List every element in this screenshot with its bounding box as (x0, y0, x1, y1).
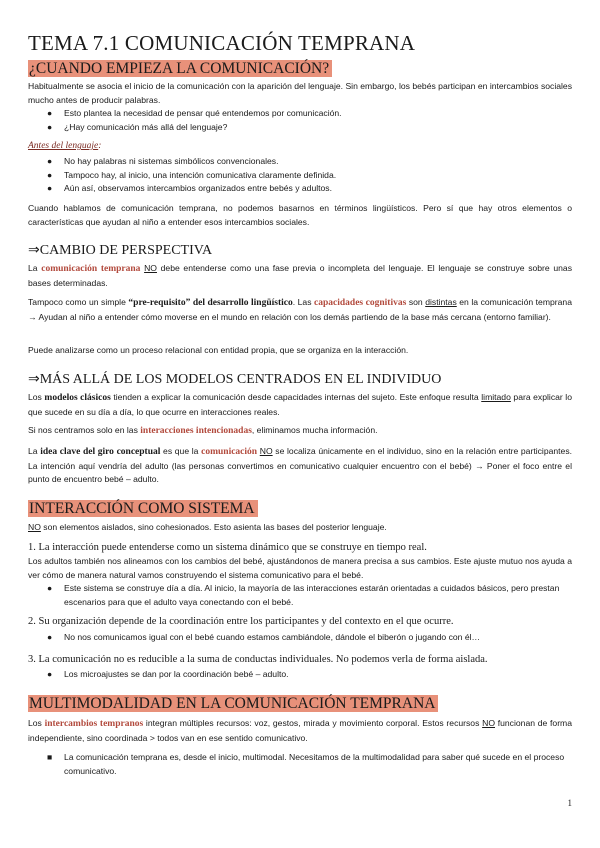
bullet-icon: ● (47, 632, 53, 642)
list-item: ● Los microajustes se dan por la coordinación bebé – adulto. (44, 668, 572, 682)
list-item: ● Esto plantea la necesidad de pensar qué entendemos por comunicación. (44, 107, 572, 121)
page-title: TEMA 7.1 COMUNICACIÓN TEMPRANA (28, 31, 416, 55)
bullet-list (44, 668, 572, 682)
list-item: ● No nos comunicamos igual con el bebé cuando estamos cambiándole, dándole el biberón o jugando con él… (44, 631, 572, 645)
bullet-list (44, 107, 572, 134)
bullet-icon: ● (47, 669, 53, 679)
bullet-list (44, 631, 572, 645)
numbered-point-1: 1. La interacción puede entenderse como un sistema dinámico que se construye en tiempo real. (28, 542, 427, 553)
bullet-icon: ● (47, 169, 53, 180)
paragraph: La comunicación temprana NO debe entenderse como una fase previa o incompleta del lenguaje. El lenguaje se construye sobre unas bases determinadas. (28, 263, 572, 288)
paragraph: Puede analizarse como un proceso relacional con entidad propia, que se organiza en la interacción. (28, 345, 409, 355)
section-heading-multimodalidad: MULTIMODALIDAD EN LA COMUNICACIÓN TEMPRANA (28, 695, 438, 713)
paragraph: Los adultos también nos alineamos con los cambios del bebé, ajustándonos de manera precisa a sus cambios. Este ajuste mutuo nos ayuda a ver cómo de manera natural vamos construyendo el sistema comunicativo para el bebé. (28, 556, 572, 580)
bullet-list (44, 751, 572, 778)
paragraph: Cuando hablamos de comunicación temprana, no podemos basarnos en términos lingüísticos. Pero sí que hay otros elementos o características que ayudan al niño a entender esos intercambios sociales. (28, 203, 572, 227)
paragraph: La idea clave del giro conceptual es que la comunicación NO se localiza únicamente en el individuo, sino en la relación entre participantes. La intención aquí vendría del adulto (las personas convertimos en comunicativo cualquier encuentro con el bebé) → Poner el foco entre el punto de encuentro bebé – adulto. (28, 446, 573, 484)
numbered-point-2: 2. Su organización depende de la coordinación entre los participantes y del contexto en el que ocurre. (28, 616, 454, 627)
paragraph: Habitualmente se asocia el inicio de la comunicación con la aparición del lenguaje. Sin embargo, los bebés participan en intercambios sociales mucho antes de producir palabras. (28, 81, 572, 105)
bullet-list (44, 155, 572, 196)
list-item: ● ¿Hay comunicación más allá del lenguaje? (44, 121, 572, 135)
list-item: ● Tampoco hay, al inicio, una intención comunicativa claramente definida. (44, 169, 572, 183)
bullet-icon: ● (47, 583, 53, 593)
numbered-point-3: 3. La comunicación no es reducible a la suma de conductas individuales. No podemos verla de forma aislada. (28, 654, 488, 665)
section-heading-inicio-comunicacion: ¿CUANDO EMPIEZA LA COMUNICACIÓN? (28, 60, 332, 78)
bullet-list (44, 582, 572, 609)
list-item: ● Este sistema se construye día a día. Al inicio, la mayoría de las interacciones estarán orientadas a cuidados básicos, pero prestan escenarios para que el adulto vaya conectando con el bebé. (47, 583, 560, 607)
square-bullet-icon: ■ (47, 752, 53, 762)
paragraph: Tampoco como un simple “pre-requisito” del desarrollo lingüístico. Las capacidades cognitivas son distintas en la comunicación temprana → Ayudan al niño a entender cómo moverse en el mundo en relación con los demás partiendo de la base más cercana (entorno familiar). (28, 297, 572, 322)
bullet-icon: ● (47, 108, 53, 118)
section-heading-modelos-individuo: ⇒MÁS ALLÁ DE LOS MODELOS CENTRADOS EN EL INDIVIDUO (28, 372, 442, 387)
paragraph: NO son elementos aislados, sino cohesionados. Esto asienta las bases del posterior lenguaje. (28, 522, 387, 532)
section-heading-interaccion-sistema: INTERACCIÓN COMO SISTEMA (28, 500, 258, 518)
bullet-icon: ● (47, 156, 53, 166)
section-heading-cambio-perspectiva: ⇒CAMBIO DE PERSPECTIVA (28, 243, 213, 258)
subheading-antes-del-lenguaje: Antes del lenguaje: (28, 141, 102, 151)
bullet-icon: ● (47, 121, 53, 132)
list-item: ● Aún así, observamos intercambios organizados entre bebés y adultos. (44, 182, 572, 196)
bullet-icon: ● (47, 183, 53, 193)
paragraph: Si nos centramos solo en las interacciones intencionadas, eliminamos mucha información. (28, 425, 378, 436)
paragraph: Los modelos clásicos tienden a explicar la comunicación desde capacidades internas del sujeto. Este enfoque resulta limitado para explicar lo que sucede en su día a día, lo que ocurre en interacciones reales. (28, 392, 572, 417)
list-item: ● No hay palabras ni sistemas simbólicos convencionales. (44, 155, 572, 169)
list-item: ■ La comunicación temprana es, desde el inicio, multimodal. Necesitamos de la multimodalidad para saber qué sucede en el proceso comunicativo. (47, 752, 565, 776)
paragraph: Los intercambios tempranos integran múltiples recursos: voz, gestos, mirada y movimiento corporal. Estos recursos NO funcionan de forma independiente, sino coordinada > todos van en ese sentido comunicativo. (28, 718, 572, 743)
page-number: 1 (567, 798, 572, 808)
